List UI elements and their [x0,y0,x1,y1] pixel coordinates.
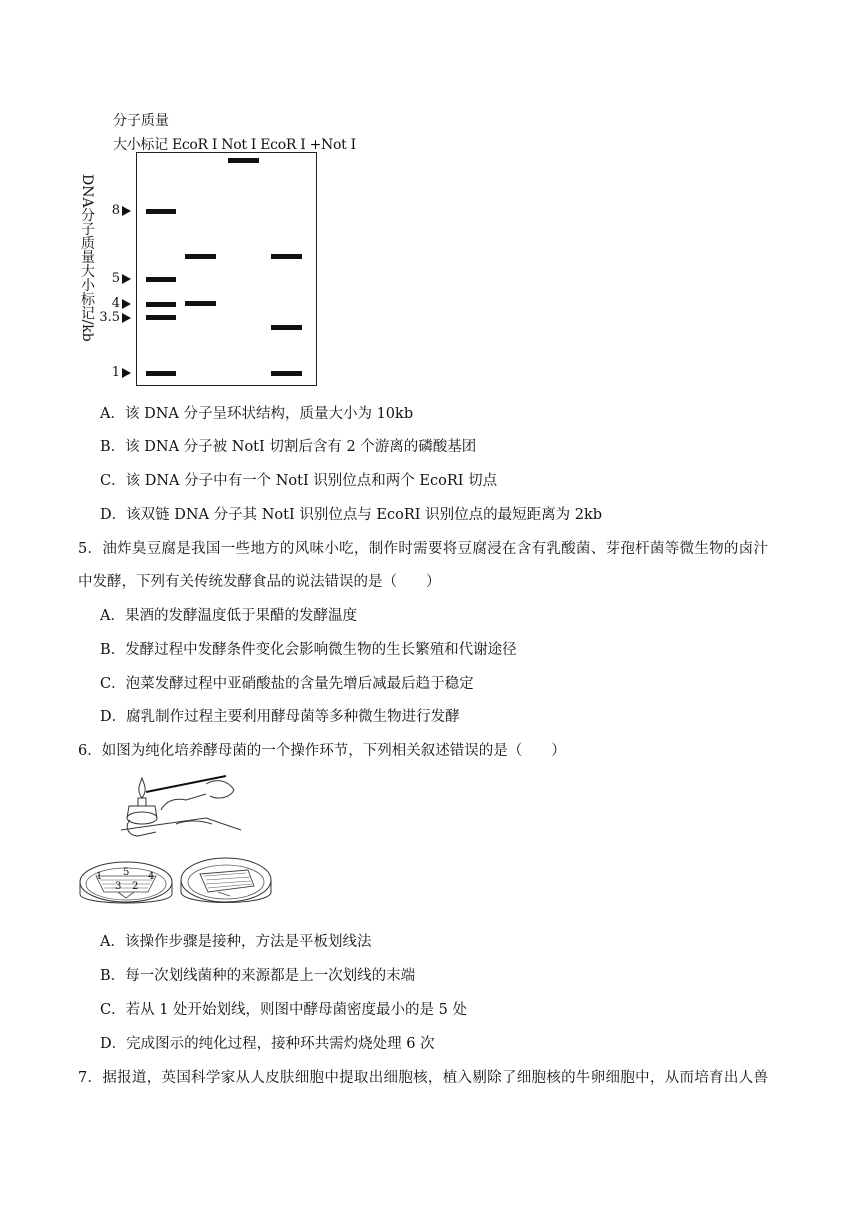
q5-stem-line2: 中发酵，下列有关传统发酵食品的说法错误的是（ ） [78,574,441,590]
gel-band [146,277,176,282]
q6-option-b: B．每一次划线菌种的来源都是上一次划线的末端 [100,968,416,984]
gel-band [146,209,176,214]
marker-arrow-icon [122,206,131,216]
gel-figure: 分子质量 大小标记 EcoR Ⅰ Not Ⅰ EcoR Ⅰ +Not Ⅰ DNA分子质量大小标记/kb 8 5 4 3.5 1 [80,108,380,393]
dish-number: 2 [132,881,139,892]
gel-header-line1: 分子质量 [113,113,169,129]
marker-arrow-icon [122,313,131,323]
q6-stem: 6．如图为纯化培养酵母菌的一个操作环节，下列相关叙述错误的是（ ） [78,743,566,759]
gel-band [271,371,302,376]
q5-option-b: B．发酵过程中发酵条件变化会影响微生物的生长繁殖和代谢途径 [100,642,517,658]
dish-number: 3 [115,881,122,892]
petri-dish-streaked [178,854,274,918]
q4-option-c: C．该 DNA 分子中有一个 NotI 识别位点和两个 EcoRI 切点 [100,473,498,489]
gel-header-line2: 大小标记 EcoR Ⅰ Not Ⅰ EcoR Ⅰ +Not Ⅰ [113,137,356,153]
dish-number: 1 [96,871,103,882]
gel-band [185,301,216,306]
dish-number: 5 [123,867,130,878]
dish-number: 4 [148,871,155,882]
gel-band [146,302,176,307]
gel-band [271,254,302,259]
q5-option-d: D．腐乳制作过程主要利用酵母菌等多种微生物进行发酵 [100,709,460,725]
q5-option-c: C．泡菜发酵过程中亚硝酸盐的含量先增后减最后趋于稳定 [100,676,474,692]
q4-option-d: D．该双链 DNA 分子其 NotI 识别位点与 EcoRI 识别位点的最短距离为 2kb [100,507,603,523]
gel-band [146,315,176,320]
gel-frame [136,152,317,386]
gel-band [228,158,259,163]
q5-stem-line1: 5．油炸臭豆腐是我国一些地方的风味小吃，制作时需要将豆腐浸在含有乳酸菌、芽孢杆菌等微生物的卤汁 [78,541,769,557]
q7-stem-line1: 7．据报道，英国科学家从人皮肤细胞中提取出细胞核，植入剔除了细胞核的牛卵细胞中，从而培育出人兽 [78,1070,769,1086]
gel-band [185,254,216,259]
marker-arrow-icon [122,368,131,378]
q5-option-a: A．果酒的发酵温度低于果醋的发酵温度 [100,608,357,624]
q4-option-a: A．该 DNA 分子呈环状结构，质量大小为 10kb [100,406,414,422]
q4-option-b: B．该 DNA 分子被 NotI 切割后含有 2 个游离的磷酸基团 [100,439,477,455]
q6-option-a: A．该操作步骤是接种，方法是平板划线法 [100,934,372,950]
flame-sterilization-drawing [116,770,246,845]
q6-option-d: D．完成图示的纯化过程，接种环共需灼烧处理 6 次 [100,1036,435,1052]
gel-y-axis-label: DNA分子质量大小标记/kb [79,174,95,342]
gel-band [146,371,176,376]
gel-band [271,325,302,330]
marker-arrow-icon [122,299,131,309]
streaking-illustration [78,770,278,920]
q6-option-c: C．若从 1 处开始划线，则图中酵母菌密度最小的是 5 处 [100,1002,467,1018]
marker-arrow-icon [122,274,131,284]
